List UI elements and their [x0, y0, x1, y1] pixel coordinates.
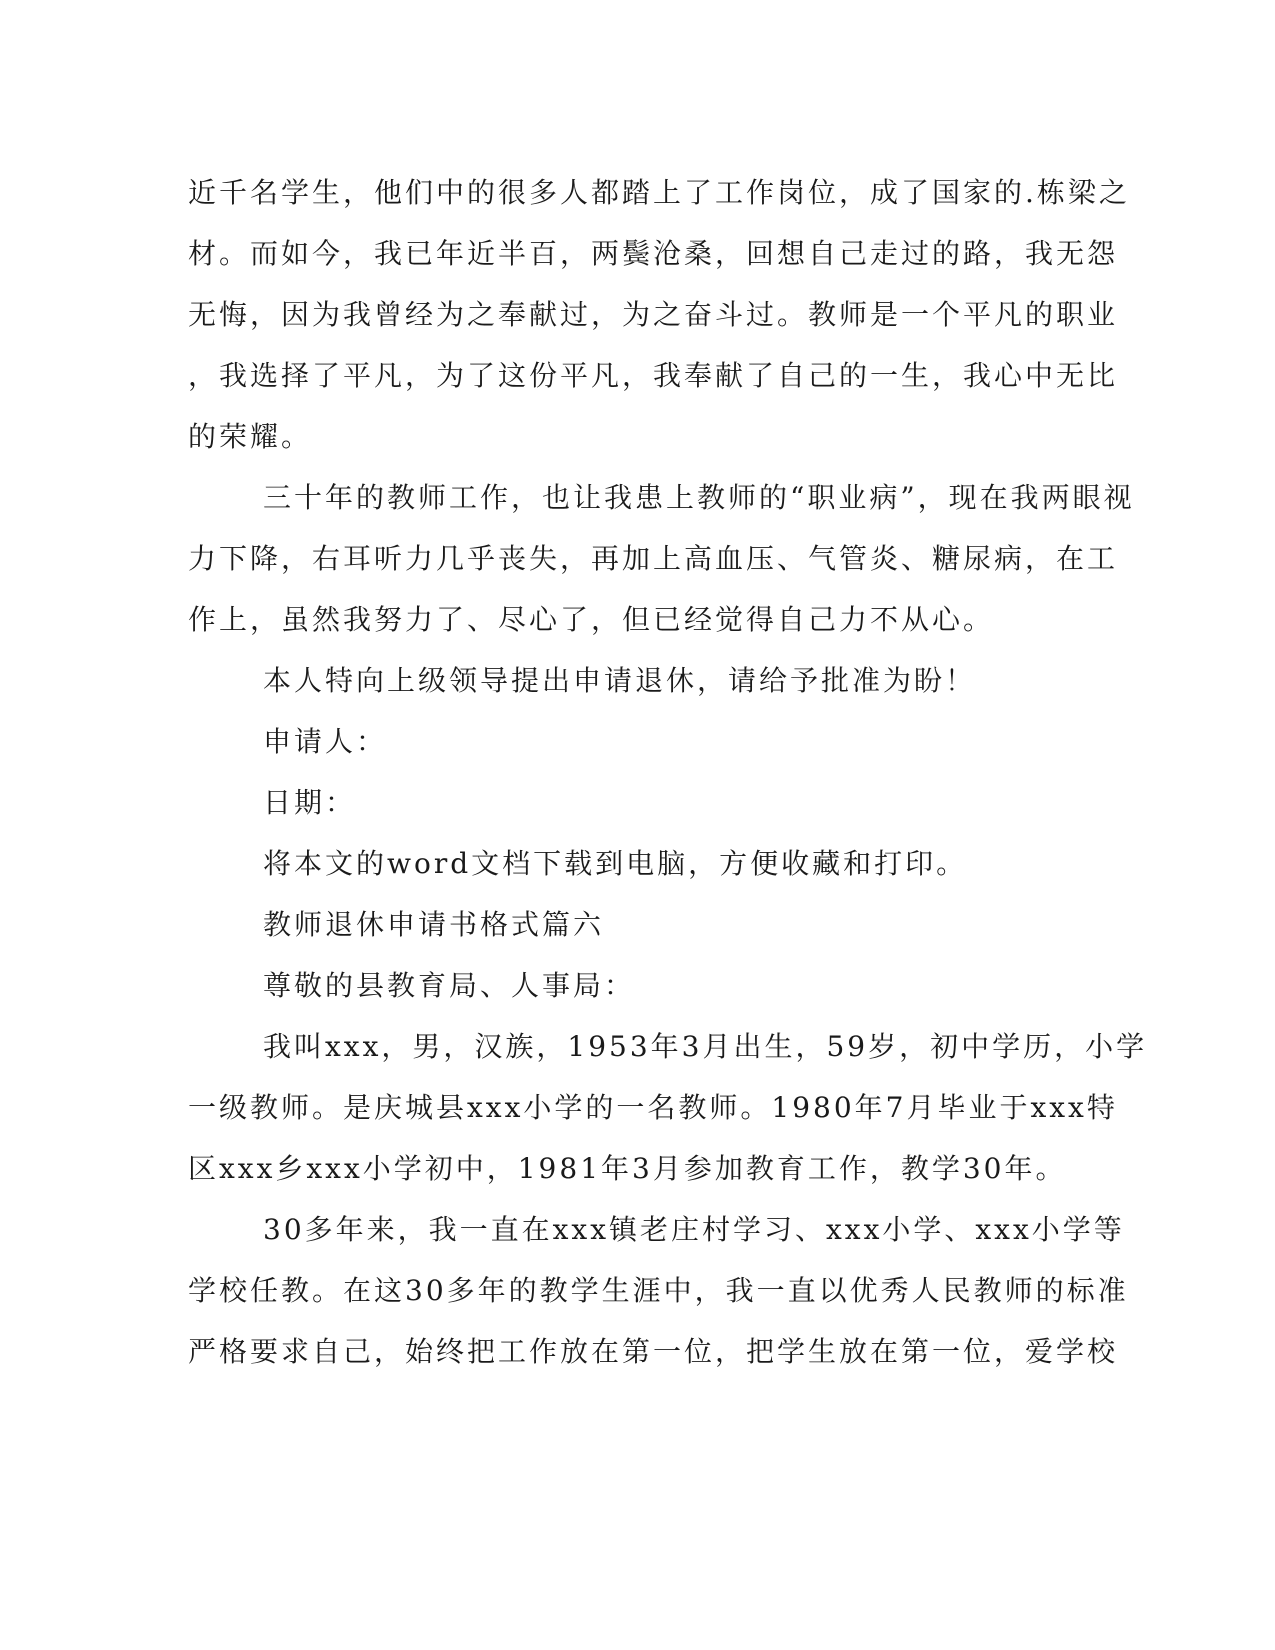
download-note: 将本文的word文档下载到电脑，方便收藏和打印。 — [263, 847, 968, 880]
text-line: 本人特向上级领导提出申请退休，请给予批准为盼！ — [263, 664, 977, 697]
salutation: 尊敬的县教育局、人事局： — [263, 969, 636, 1002]
text-line: 我叫xxx，男，汉族，1953年3月出生，59岁，初中学历，小学 — [263, 1030, 1148, 1063]
applicant-label: 申请人： — [263, 725, 388, 758]
text-line: 无悔，因为我曾经为之奉献过，为之奋斗过。教师是一个平凡的职业 — [188, 298, 1119, 331]
text-line: 30多年来，我一直在xxx镇老庄村学习、xxx小学、xxx小学等 — [263, 1213, 1125, 1246]
text-line: 作上，虽然我努力了、尽心了，但已经觉得自己力不从心。 — [188, 603, 995, 636]
text-line: 一级教师。是庆城县xxx小学的一名教师。1980年7月毕业于xxx特 — [188, 1091, 1118, 1124]
text-line: 区xxx乡xxx小学初中，1981年3月参加教育工作，教学30年。 — [188, 1152, 1067, 1185]
document-body — [188, 162, 1148, 1382]
date-label: 日期： — [263, 786, 357, 819]
text-line: 力下降，右耳听力几乎丧失，再加上高血压、气管炎、糖尿病，在工 — [188, 542, 1119, 575]
text-line: ，我选择了平凡，为了这份平凡，我奉献了自己的一生，我心中无比 — [188, 359, 1119, 392]
text-line: 三十年的教师工作，也让我患上教师的“职业病”，现在我两眼视 — [263, 481, 1135, 514]
text-line: 严格要求自己，始终把工作放在第一位，把学生放在第一位，爱学校 — [188, 1335, 1119, 1368]
section-heading: 教师退休申请书格式篇六 — [263, 908, 605, 941]
text-line: 的荣耀。 — [188, 420, 313, 453]
text-line: 材。而如今，我已年近半百，两鬓沧桑，回想自己走过的路，我无怨 — [188, 237, 1119, 270]
text-line: 近千名学生，他们中的很多人都踏上了工作岗位，成了国家的.栋梁之 — [188, 176, 1130, 209]
text-line: 学校任教。在这30多年的教学生涯中，我一直以优秀人民教师的标准 — [188, 1274, 1129, 1307]
